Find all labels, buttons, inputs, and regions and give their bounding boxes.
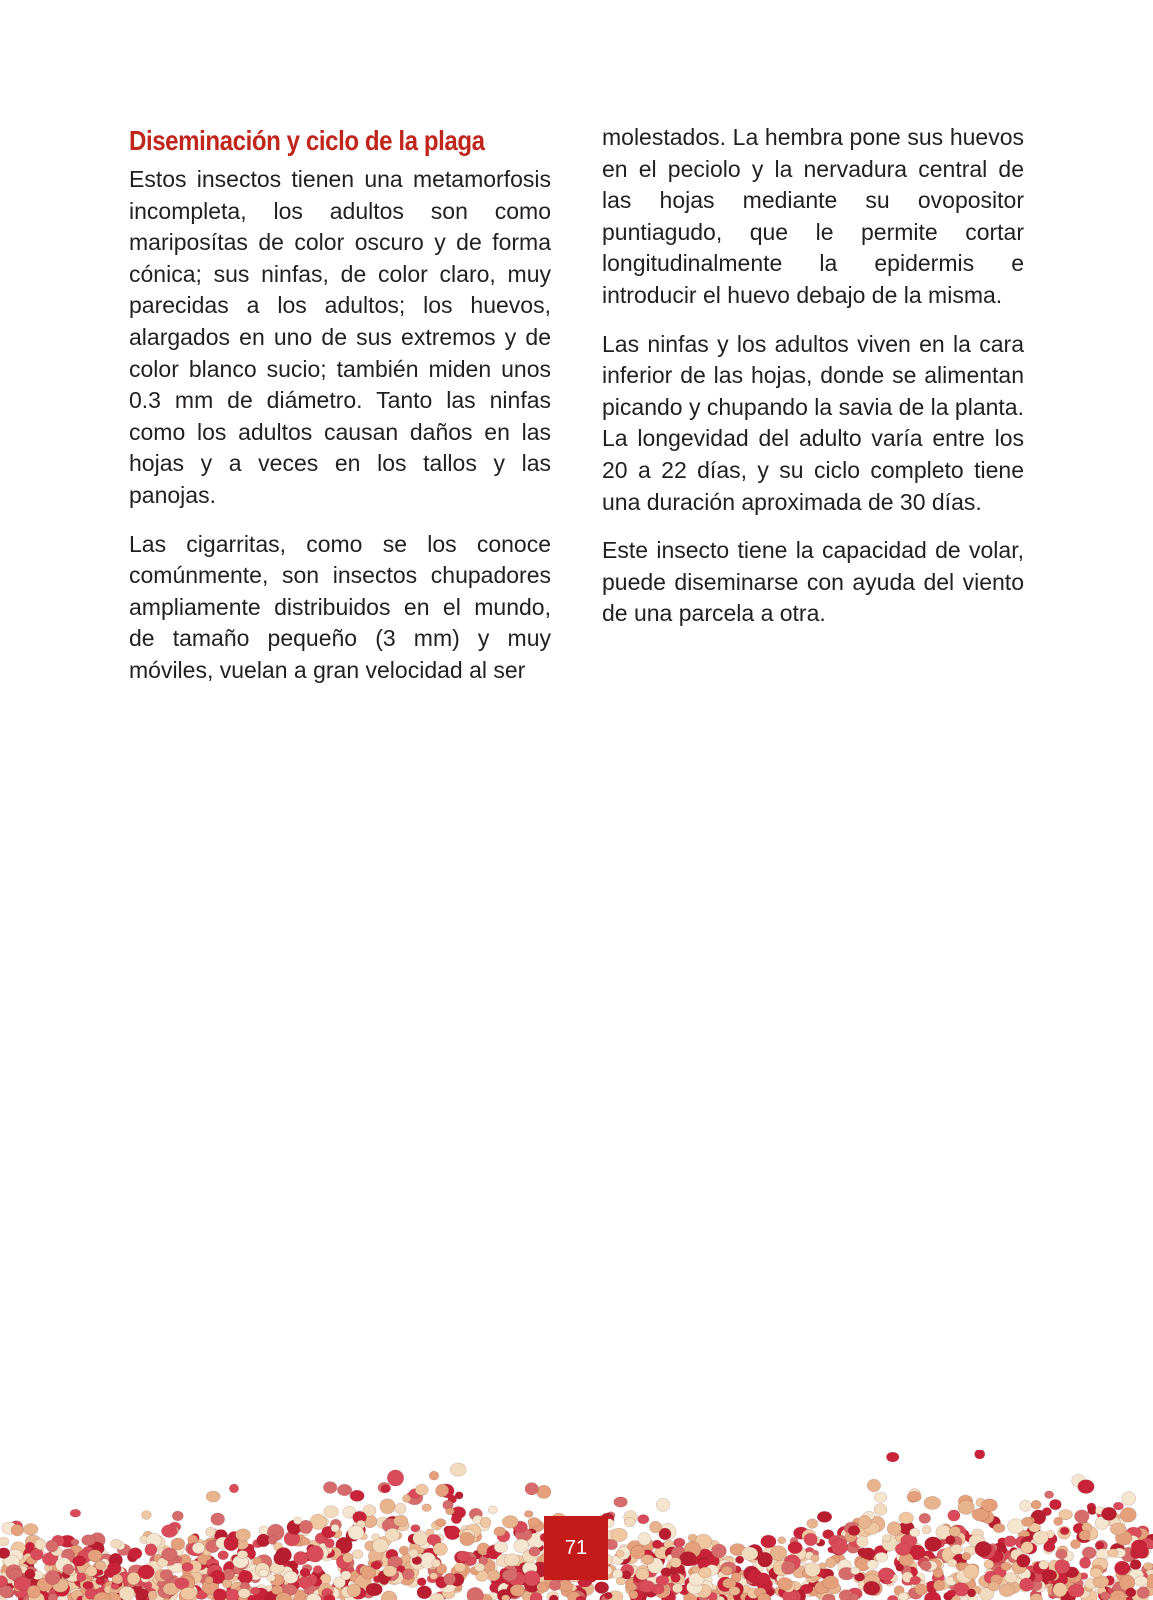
quinoa-grain	[1130, 1560, 1141, 1570]
quinoa-grain	[895, 1543, 910, 1556]
quinoa-grain	[350, 1490, 364, 1501]
quinoa-grain	[112, 1574, 123, 1584]
quinoa-grain	[206, 1527, 216, 1536]
quinoa-grain	[460, 1532, 474, 1545]
quinoa-grain	[1134, 1576, 1147, 1586]
quinoa-grain	[23, 1524, 38, 1536]
quinoa-grain	[409, 1549, 418, 1558]
quinoa-grain	[629, 1591, 638, 1600]
quinoa-grain	[1131, 1540, 1146, 1554]
quinoa-grain	[721, 1566, 732, 1575]
quinoa-grain	[946, 1536, 956, 1545]
quinoa-grain	[63, 1564, 74, 1575]
quinoa-grain	[595, 1582, 609, 1594]
quinoa-grain	[96, 1578, 105, 1585]
quinoa-grain	[524, 1571, 540, 1586]
quinoa-grain	[1090, 1568, 1102, 1578]
quinoa-grain	[494, 1542, 507, 1553]
quinoa-grain	[0, 1537, 9, 1545]
quinoa-grain	[919, 1513, 931, 1523]
quinoa-grain	[445, 1526, 461, 1540]
quinoa-grain	[455, 1563, 466, 1572]
quinoa-grain	[417, 1578, 426, 1586]
quinoa-grain	[417, 1586, 432, 1599]
quinoa-grain	[758, 1556, 770, 1567]
quinoa-grain	[915, 1584, 927, 1595]
quinoa-grain	[268, 1536, 277, 1545]
quinoa-grain	[616, 1577, 626, 1585]
quinoa-grain	[524, 1511, 533, 1518]
quinoa-grain	[324, 1506, 339, 1518]
quinoa-grain	[1144, 1563, 1153, 1570]
quinoa-grain	[883, 1535, 891, 1543]
quinoa-grain	[604, 1592, 612, 1599]
quinoa-grain	[1115, 1561, 1130, 1575]
quinoa-grain	[475, 1563, 485, 1571]
quinoa-grain	[323, 1482, 337, 1494]
quinoa-grain	[1096, 1541, 1104, 1549]
quinoa-grain	[381, 1485, 390, 1493]
quinoa-grain	[218, 1551, 229, 1560]
quinoa-grain	[671, 1573, 680, 1582]
quinoa-grain	[488, 1506, 497, 1514]
quinoa-grain	[455, 1492, 463, 1499]
quinoa-grain	[88, 1550, 102, 1562]
quinoa-grain	[457, 1551, 470, 1562]
quinoa-grain	[631, 1545, 645, 1558]
quinoa-grain	[510, 1584, 525, 1596]
quinoa-grain	[395, 1503, 406, 1514]
quinoa-grain	[1021, 1542, 1033, 1554]
quinoa-grain	[975, 1541, 992, 1556]
quinoa-grain	[429, 1471, 439, 1480]
quinoa-grain	[537, 1485, 551, 1498]
quinoa-grain	[680, 1552, 697, 1566]
quinoa-grain	[656, 1575, 669, 1585]
quinoa-grain	[861, 1548, 875, 1560]
quinoa-grain	[1078, 1480, 1094, 1494]
quinoa-grain	[352, 1550, 363, 1559]
quinoa-grain	[487, 1570, 500, 1581]
quinoa-grain	[385, 1528, 399, 1541]
quinoa-grain	[1001, 1562, 1012, 1570]
quinoa-grain	[1020, 1578, 1034, 1591]
quinoa-grain	[71, 1539, 79, 1545]
quinoa-grain	[111, 1539, 122, 1548]
quinoa-grain	[920, 1561, 931, 1571]
quinoa-grain	[1050, 1499, 1062, 1509]
quinoa-grain	[867, 1560, 878, 1569]
quinoa-grain	[274, 1551, 288, 1565]
quinoa-grain	[331, 1524, 339, 1532]
quinoa-grain	[192, 1543, 205, 1554]
quinoa-grain	[848, 1526, 860, 1536]
quinoa-grain	[86, 1566, 98, 1577]
quinoa-grain	[432, 1559, 441, 1567]
quinoa-grain	[958, 1500, 975, 1514]
quinoa-grain	[446, 1508, 455, 1515]
quinoa-grain	[984, 1560, 994, 1569]
quinoa-grain	[924, 1592, 941, 1600]
quinoa-grain	[451, 1514, 461, 1523]
quinoa-grain	[229, 1484, 238, 1493]
quinoa-grain	[1126, 1588, 1136, 1597]
quinoa-grain	[999, 1584, 1014, 1597]
quinoa-grain	[31, 1549, 44, 1561]
quinoa-grain	[502, 1569, 517, 1581]
quinoa-grain	[614, 1497, 628, 1507]
quinoa-grain	[528, 1518, 540, 1528]
quinoa-grain	[670, 1557, 681, 1567]
quinoa-grain	[781, 1561, 795, 1575]
quinoa-grain	[947, 1559, 957, 1567]
quinoa-grain	[361, 1566, 375, 1579]
quinoa-grain	[206, 1491, 220, 1502]
quinoa-grain	[910, 1576, 921, 1584]
quinoa-grain	[138, 1565, 154, 1579]
quinoa-grain	[402, 1569, 414, 1580]
quinoa-grain	[160, 1569, 173, 1580]
quinoa-grain	[778, 1578, 793, 1591]
quinoa-grain	[761, 1535, 776, 1548]
quinoa-grain	[11, 1524, 23, 1536]
quinoa-grain	[267, 1575, 276, 1582]
quinoa-grain	[502, 1595, 510, 1600]
quinoa-grain	[823, 1576, 839, 1589]
quinoa-grain	[804, 1533, 817, 1546]
quinoa-grain	[1068, 1584, 1084, 1597]
quinoa-grain	[73, 1556, 86, 1566]
quinoa-grain	[1122, 1492, 1136, 1506]
quinoa-grain	[1039, 1560, 1049, 1569]
quinoa-grain	[82, 1535, 96, 1546]
quinoa-grain	[1079, 1530, 1090, 1540]
quinoa-grain	[949, 1526, 960, 1536]
quinoa-grain	[111, 1583, 119, 1589]
quinoa-grain	[672, 1583, 682, 1593]
quinoa-grain	[480, 1517, 491, 1527]
quinoa-grain	[788, 1542, 802, 1554]
quinoa-grain	[650, 1521, 662, 1533]
quinoa-grain	[639, 1581, 655, 1593]
quinoa-grain	[259, 1569, 269, 1577]
quinoa-grain	[1044, 1542, 1056, 1552]
quinoa-grain	[224, 1536, 239, 1550]
quinoa-grain	[1053, 1583, 1067, 1597]
quinoa-grain	[898, 1593, 909, 1600]
quinoa-grain	[674, 1538, 685, 1547]
quinoa-grain	[1031, 1500, 1041, 1509]
quinoa-grain	[136, 1589, 149, 1600]
quinoa-grain	[850, 1593, 859, 1600]
quinoa-grain	[142, 1511, 152, 1520]
paragraph-cigarritas: Las cigarritas, como se los conoce comúnmente, son insectos chupadores ampliamente distribuidos en el mundo, de tamaño pequeño (3 mm) y muy móviles, vuelan a gran velocidad al ser	[129, 530, 551, 683]
left-column	[129, 122, 551, 704]
quinoa-grain	[858, 1515, 871, 1528]
quinoa-grain	[0, 1586, 13, 1598]
quinoa-grain	[988, 1581, 999, 1591]
quinoa-grain	[975, 1450, 985, 1459]
quinoa-grain	[435, 1519, 446, 1527]
quinoa-grain	[896, 1564, 904, 1571]
quinoa-grain	[922, 1525, 931, 1534]
quinoa-grain	[950, 1544, 962, 1554]
quinoa-grain	[347, 1584, 360, 1597]
quinoa-grain	[35, 1539, 46, 1550]
quinoa-grain	[129, 1548, 142, 1560]
quinoa-grain	[616, 1550, 624, 1557]
quinoa-grain	[656, 1498, 670, 1511]
quinoa-grain	[636, 1568, 649, 1580]
quinoa-grain	[27, 1585, 40, 1598]
quinoa-grain	[1004, 1536, 1016, 1547]
quinoa-grain	[1059, 1510, 1073, 1520]
quinoa-grain	[502, 1516, 518, 1529]
paragraph-dissemination: Este insecto tiene la capacidad de volar, puede diseminarse con ayuda del viento de una parcela a otra.	[602, 537, 1024, 627]
quinoa-grain	[875, 1552, 888, 1562]
quinoa-grain	[300, 1538, 310, 1546]
quinoa-grain	[1042, 1570, 1057, 1581]
quinoa-grain	[213, 1589, 226, 1600]
quinoa-grain	[324, 1595, 335, 1600]
quinoa-grain	[325, 1539, 335, 1548]
quinoa-grain	[348, 1525, 364, 1539]
quinoa-grain	[430, 1573, 438, 1580]
quinoa-grain	[831, 1539, 847, 1555]
quinoa-grain	[611, 1528, 627, 1541]
quinoa-grain	[863, 1581, 880, 1595]
quinoa-grain	[343, 1553, 353, 1563]
quinoa-grain	[529, 1547, 541, 1556]
quinoa-grain	[366, 1583, 383, 1596]
quinoa-grain	[1108, 1549, 1118, 1558]
quinoa-grain	[1120, 1508, 1136, 1523]
quinoa-grain	[910, 1528, 920, 1537]
quinoa-grain	[1137, 1587, 1149, 1599]
quinoa-grain	[403, 1495, 411, 1503]
quinoa-grain	[48, 1594, 58, 1600]
quinoa-grain	[372, 1539, 388, 1553]
quinoa-grain	[967, 1589, 975, 1597]
quinoa-grain	[549, 1580, 560, 1591]
quinoa-grain	[225, 1589, 240, 1600]
quinoa-grain	[1020, 1500, 1032, 1511]
quinoa-grain	[45, 1571, 60, 1585]
quinoa-grain	[1056, 1549, 1068, 1559]
quinoa-grain	[77, 1573, 86, 1582]
quinoa-grain	[337, 1484, 351, 1495]
quinoa-grain	[712, 1544, 727, 1558]
quinoa-grain	[964, 1564, 979, 1578]
quinoa-grain	[770, 1546, 786, 1561]
right-column	[602, 122, 1024, 647]
quinoa-grain	[162, 1548, 178, 1561]
quinoa-grain	[399, 1546, 409, 1555]
quinoa-grain	[211, 1513, 225, 1525]
quinoa-grain	[924, 1496, 941, 1509]
quinoa-grain	[874, 1492, 887, 1502]
quinoa-grain	[1102, 1507, 1117, 1520]
quinoa-grain	[422, 1504, 432, 1512]
quinoa-grain	[300, 1568, 310, 1576]
quinoa-grain	[299, 1520, 312, 1533]
quinoa-grain	[387, 1470, 403, 1486]
quinoa-grain	[182, 1563, 193, 1572]
quinoa-grain	[825, 1558, 836, 1568]
quinoa-grain	[1021, 1517, 1032, 1526]
quinoa-grain	[283, 1571, 298, 1583]
quinoa-grain	[1110, 1523, 1126, 1535]
quinoa-grain	[70, 1509, 81, 1517]
quinoa-grain	[1100, 1592, 1110, 1600]
quinoa-grain	[638, 1515, 649, 1524]
quinoa-grain	[107, 1563, 121, 1575]
quinoa-grain	[236, 1529, 251, 1541]
quinoa-grain	[1005, 1573, 1018, 1583]
quinoa-grain	[313, 1566, 322, 1574]
quinoa-grain	[238, 1589, 250, 1599]
quinoa-grain	[867, 1479, 880, 1492]
quinoa-grain	[1060, 1527, 1069, 1535]
quinoa-grain	[307, 1546, 324, 1563]
quinoa-grain	[171, 1538, 185, 1550]
quinoa-grain	[46, 1540, 58, 1552]
quinoa-grain	[652, 1540, 662, 1549]
section-heading: Diseminación y ciclo de la plaga	[129, 125, 485, 156]
quinoa-grain	[0, 1548, 10, 1559]
quinoa-grain	[444, 1573, 456, 1585]
quinoa-grain	[947, 1590, 956, 1597]
quinoa-grain	[993, 1523, 1005, 1532]
quinoa-grain	[181, 1587, 197, 1600]
quinoa-grain	[741, 1547, 758, 1560]
quinoa-grain	[415, 1484, 428, 1495]
paragraph-eggs-laying: molestados. La hembra pone sus huevos en el peciolo y la nervadura central de las hojas mediante su ovopositor puntiagudo, que le permite cortar longitudinalmente la epidermis e introducir el huevo debajo de la misma.	[602, 124, 1024, 308]
quinoa-grain	[1045, 1491, 1054, 1499]
quinoa-grain	[383, 1566, 397, 1577]
quinoa-grain	[172, 1511, 183, 1521]
quinoa-grain	[433, 1543, 447, 1556]
quinoa-grain	[450, 1463, 466, 1476]
quinoa-grain	[1033, 1531, 1049, 1544]
quinoa-grain	[982, 1499, 998, 1512]
quinoa-grain	[807, 1519, 818, 1529]
quinoa-grain	[504, 1554, 519, 1566]
quinoa-grain	[1017, 1554, 1031, 1567]
quinoa-grain	[878, 1568, 894, 1581]
quinoa-grain	[145, 1544, 157, 1556]
quinoa-grain	[756, 1573, 770, 1586]
quinoa-grain	[805, 1563, 821, 1577]
quinoa-grain	[380, 1499, 395, 1514]
quinoa-grain	[699, 1567, 711, 1578]
paragraph-feeding-lifecycle: Las ninfas y los adultos viven en la cara inferior de las hojas, donde se alimentan picando y chupando la savia de la planta. La longevidad del adulto varía entre los 20 a 22 días, y su ciclo completo tiene una duración aproximada de 30 días.	[602, 330, 1024, 515]
quinoa-grain	[148, 1591, 157, 1600]
quinoa-grain	[1071, 1540, 1081, 1549]
quinoa-grain	[907, 1492, 921, 1502]
quinoa-grain	[1075, 1510, 1090, 1523]
quinoa-grain	[962, 1553, 971, 1561]
quinoa-grain	[381, 1591, 397, 1600]
page-number: 71	[544, 1516, 608, 1580]
quinoa-grain	[925, 1537, 942, 1552]
paragraph-metamorphosis: Estos insectos tienen una metamorfosis incompleta, los adultos son como mariposítas de color oscuro y de forma cónica; sus ninfas, de color claro, muy parecidas a los adultos; los huevos, alargados en uno de sus extremos y de color blanco sucio; también miden unos 0.3 mm de diámetro. Tanto las ninfas como los adultos causan daños en las hojas y a veces en los tallos y las panojas.	[129, 166, 551, 508]
quinoa-grain	[251, 1587, 261, 1595]
quinoa-grain	[298, 1576, 311, 1588]
quinoa-grain	[494, 1527, 506, 1536]
quinoa-grain	[624, 1517, 635, 1527]
quinoa-grain	[525, 1483, 538, 1495]
quinoa-grain	[394, 1515, 408, 1526]
quinoa-grain	[1080, 1557, 1091, 1568]
quinoa-grain	[127, 1572, 140, 1585]
quinoa-grain	[886, 1452, 899, 1462]
quinoa-grain	[294, 1551, 308, 1564]
quinoa-grain	[1082, 1547, 1096, 1559]
quinoa-grain	[899, 1512, 914, 1524]
quinoa-grain	[856, 1536, 868, 1547]
quinoa-grain	[948, 1510, 960, 1521]
quinoa-grain	[729, 1586, 740, 1595]
quinoa-grain	[850, 1567, 860, 1574]
quinoa-grain	[638, 1533, 651, 1546]
quinoa-grain	[237, 1550, 248, 1558]
quinoa-grain	[162, 1525, 178, 1538]
quinoa-grain	[1113, 1502, 1123, 1510]
quinoa-grain	[817, 1511, 832, 1522]
quinoa-grain	[205, 1576, 213, 1584]
quinoa-grain	[119, 1586, 135, 1600]
quinoa-grain	[933, 1580, 944, 1591]
quinoa-grain	[436, 1484, 449, 1497]
quinoa-grain	[778, 1537, 786, 1544]
quinoa-grain	[467, 1587, 484, 1600]
quinoa-grain	[811, 1555, 819, 1563]
quinoa-grain	[874, 1504, 887, 1516]
quinoa-grain	[341, 1571, 351, 1580]
quinoa-grain	[887, 1522, 901, 1536]
